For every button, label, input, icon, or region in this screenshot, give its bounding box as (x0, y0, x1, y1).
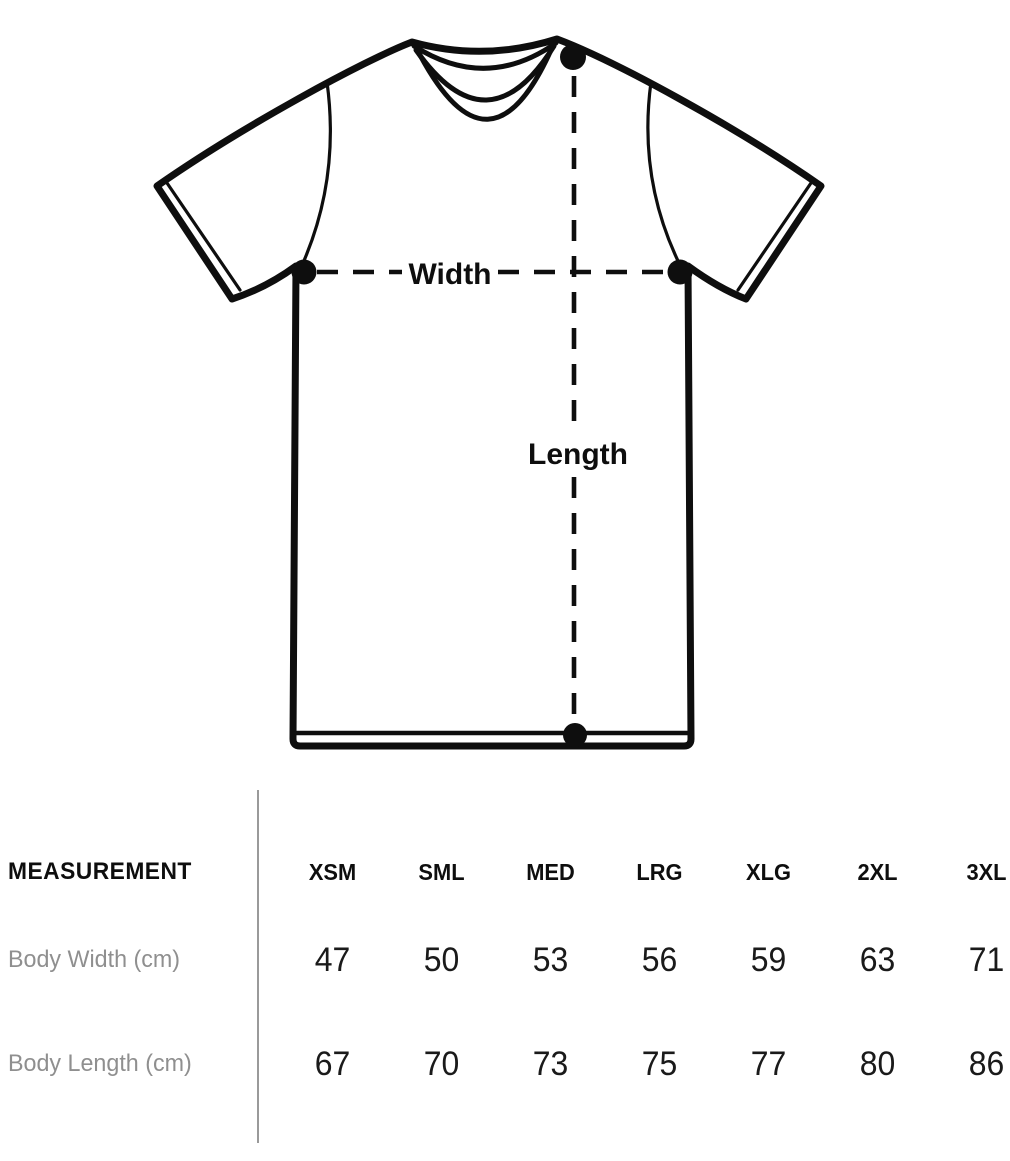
size-header-xlg: XLG (746, 858, 791, 885)
tshirt-outline (157, 39, 821, 746)
body-width-value: 53 (532, 940, 569, 979)
body-length-value: 86 (968, 1044, 1005, 1083)
size-header-sml: SML (418, 858, 465, 885)
measurement-header: MEASUREMENT (8, 858, 192, 885)
table-header-row (0, 856, 1010, 888)
body-width-value: 71 (968, 940, 1005, 979)
body-width-value: 59 (750, 940, 787, 979)
body-length-label: Body Length (cm) (8, 1050, 192, 1077)
body-width-value: 50 (423, 940, 460, 979)
measurement-dot-neck (560, 44, 586, 70)
body-width-label: Body Width (cm) (8, 946, 181, 973)
size-header-3xl: 3XL (966, 858, 1007, 885)
size-header-lrg: LRG (636, 858, 683, 885)
size-header-xsm: XSM (308, 858, 357, 885)
size-header-med: MED (526, 858, 575, 885)
body-length-value: 67 (314, 1044, 351, 1083)
body-width-value: 63 (859, 940, 896, 979)
body-width-value: 47 (314, 940, 351, 979)
table-row-body-width (0, 938, 1010, 982)
length-label: Length (528, 438, 628, 471)
body-length-value: 73 (532, 1044, 569, 1083)
body-width-value: 56 (641, 940, 678, 979)
width-label: Width (408, 258, 492, 291)
body-length-value: 77 (750, 1044, 787, 1083)
measurement-dot-hem (563, 723, 587, 747)
body-length-value: 75 (641, 1044, 678, 1083)
size-header-2xl: 2XL (857, 858, 898, 885)
table-row-body-length (0, 1042, 1010, 1086)
measurement-dot-right-armpit (668, 260, 693, 285)
body-length-value: 70 (423, 1044, 460, 1083)
measurement-dot-left-armpit (292, 260, 317, 285)
body-length-value: 80 (859, 1044, 896, 1083)
